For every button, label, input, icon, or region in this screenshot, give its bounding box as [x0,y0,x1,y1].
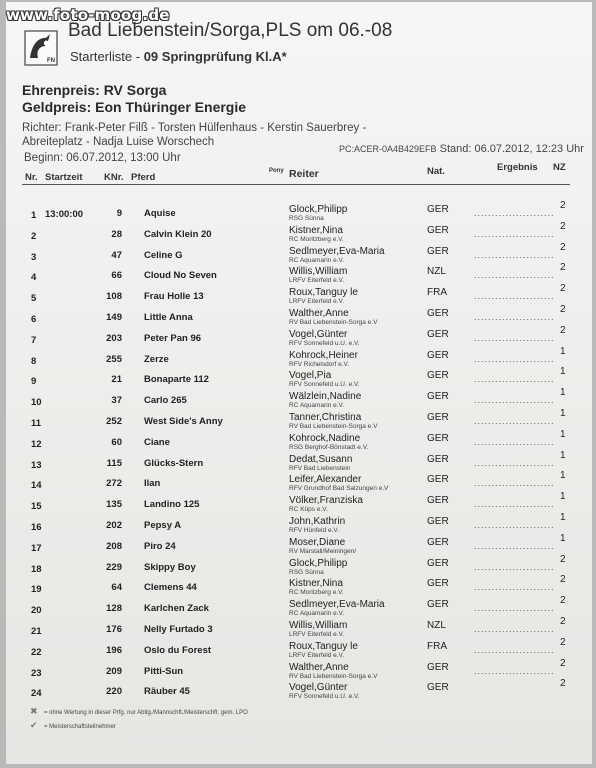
club-name: LRFV Eiterfeld e.V. [289,298,345,306]
club-name: RV Bad Liebenstein-Sorga e.V [289,672,378,680]
result-field: ....................... [474,249,555,260]
competition-name: 09 Springprüfung Kl.A* [143,49,287,64]
horse-name: Carlo 265 [144,395,187,407]
club-name: RC Aquamarin e.V. [289,256,345,264]
starter-table [0,200,596,703]
result-field: ....................... [474,374,555,385]
nz-value: 2 [560,283,566,295]
nationality: NZL [427,266,446,278]
nz-value: 1 [560,366,566,378]
club-name: RC Aquamarin e.V. [289,402,345,410]
nz-value: 1 [560,387,566,399]
club-name: RFV Sonnefeld u.U. e.V. [289,381,360,389]
horse-number: 203 [106,332,122,344]
result-field: ....................... [474,499,555,510]
club-name: LRFV Eiterfeld e.V. [289,277,345,285]
nationality: GER [427,453,449,465]
rider-name: Roux,Tanguy le [289,640,358,652]
nz-value: 2 [560,303,566,315]
horse-number: 115 [106,457,122,469]
table-row [0,324,596,350]
horse-name: Pitti-Sun [144,665,184,677]
result-field: ....................... [474,436,555,447]
table-row [0,574,596,599]
table-row [0,407,596,433]
horse-name: Little Anna [144,311,193,323]
table-row [0,636,596,662]
rider-name: Walther,Anne [289,307,349,319]
col-startzeit: Startzeit [45,172,83,183]
nationality: GER [427,328,449,340]
start-number: 9 [31,376,37,388]
horse-name: Clemens 44 [144,582,197,594]
legend-cross [30,706,248,717]
result-field: ....................... [474,332,555,343]
start-number: 5 [31,293,37,305]
horse-number: 66 [111,270,122,282]
result-field: ....................... [474,353,555,364]
table-row [0,387,596,412]
check-icon: ✔ [30,720,38,730]
start-number: 19 [31,584,42,596]
club-name: RV Bad Liebenstein-Sorga e.V [289,318,378,326]
start-number: 4 [31,272,37,284]
nationality: GER [427,536,449,548]
rider-name: Willis,William [289,619,348,631]
result-field: ....................... [474,270,555,281]
table-row [0,303,596,329]
table-row [0,511,596,537]
legend-cross-text: = ohne Wertung in dieser Prfg. nur Abtlg./Mannschft./Meisterschft. gem. LPO [44,710,248,716]
club-name: RFV Hünfeld e.V. [289,526,339,534]
horse-name: Karlchen Zack [144,603,209,615]
table-row [0,283,596,308]
result-field: ....................... [474,644,555,655]
horse-name: Frau Holle 13 [144,291,204,303]
horse-name: Skippy Boy [144,561,196,573]
horse-number: 208 [106,540,122,552]
horse-name: Landino 125 [144,499,200,511]
table-row [0,241,596,267]
rider-name: Tanner,Christina [289,411,362,423]
rider-name: Kistner,Nina [289,578,343,590]
club-name: RFV Bad Liebenstein [289,464,351,472]
table-row [0,470,596,495]
col-nr: Nr. [25,172,38,183]
nz-value: 1 [560,470,566,482]
legend-check-text: = Meisterschaftsteilnehmer [44,724,116,730]
horse-name: Oslo du Forest [144,644,212,656]
nz-value: 2 [560,657,566,669]
status-line [339,143,584,155]
nz-value: 1 [560,532,566,544]
result-field: ....................... [474,478,555,489]
begin-time: Beginn: 06.07.2012, 13:00 Uhr [24,152,181,164]
horse-name: Ilan [144,478,161,490]
legend-check [30,720,116,731]
nationality: GER [427,495,449,507]
club-name: RC Küps e.V. [289,506,328,514]
rider-name: Glock,Philipp [289,557,348,569]
start-time: 13:00:00 [45,209,84,220]
nationality: GER [427,245,449,257]
horse-name: Cloud No Seven [144,270,217,282]
club-name: RSG Berghof-Bönstadt e.V. [289,443,369,451]
result-field: ....................... [474,395,555,406]
rider-name: Kohrock,Nadine [289,432,361,444]
result-field: ....................... [474,582,555,593]
nz-value: 2 [560,553,566,565]
start-number: 6 [31,313,37,325]
club-name: RSG Sünna [289,568,324,576]
horse-number: 252 [106,415,122,427]
start-number: 23 [31,667,42,679]
nationality: NZL [427,619,446,631]
col-nat: Nat. [427,166,445,177]
club-name: RV Bad Liebenstein-Sorga e.V [289,422,378,430]
club-name: RC Moritzberg e.V. [289,235,344,243]
rider-name: Willis,William [289,266,348,278]
rider-name: Vogel,Günter [289,682,348,694]
club-name: RC Aquamarin e.V. [289,610,345,618]
horse-number: 209 [106,665,122,677]
start-number: 11 [31,417,42,429]
nationality: GER [427,682,449,694]
horse-number: 176 [106,623,122,635]
horse-number: 135 [106,499,122,511]
horse-number: 202 [106,519,122,531]
result-field: ....................... [474,603,555,614]
nz-value: 2 [560,200,566,211]
start-number: 15 [31,501,42,513]
horse-number: 21 [111,374,122,386]
start-number: 13 [31,459,42,471]
table-row [0,366,596,391]
start-number: 8 [31,355,37,367]
nationality: FRA [427,287,447,299]
table-row [0,449,596,475]
result-field: ....................... [474,519,555,530]
nationality: GER [427,370,449,382]
horse-number: 108 [106,291,122,303]
rider-name: Leifer,Alexander [289,474,362,486]
horse-name: Calvin Klein 20 [144,228,212,240]
result-field: ....................... [474,623,555,634]
start-number: 12 [31,438,42,450]
rider-name: Wälzlein,Nadine [289,391,362,403]
horse-number: 229 [106,561,122,573]
table-row [0,657,596,683]
horse-number: 64 [111,582,122,594]
pc-id: PC:ACER-0A4B429EFB [339,144,437,154]
nz-value: 2 [560,574,566,586]
nz-value: 2 [560,595,566,607]
club-name: LRFV Eiterfeld e.V. [289,630,345,638]
nz-value: 2 [560,636,566,648]
rider-name: Vogel,Pia [289,370,332,382]
nationality: GER [427,515,449,527]
nz-value: 2 [560,220,566,232]
club-name: LRFV Eiterfeld e.V. [289,651,345,659]
cross-icon: ✖ [30,706,38,716]
nationality: GER [427,599,449,611]
nationality: GER [427,661,449,673]
start-number: 24 [31,688,42,700]
horse-name: Peter Pan 96 [144,332,202,344]
start-number: 1 [31,210,37,221]
start-number: 10 [31,397,42,409]
judges [22,121,366,149]
start-number: 2 [31,230,37,242]
start-number: 21 [31,625,42,637]
watermark: www.foto-moog.de [6,6,170,24]
horse-number: 272 [106,478,122,490]
honor-prize: Ehrenpreis: RV Sorga [22,82,167,98]
horse-name: Räuber 45 [144,686,190,698]
horse-number: 149 [106,311,122,323]
nz-value: 2 [560,678,566,690]
rider-name: Dedat,Susann [289,453,353,465]
horse-number: 28 [111,228,122,240]
horse-name: Glücks-Stern [144,457,204,469]
table-row [0,220,596,246]
rider-name: Kohrock,Heiner [289,349,358,361]
result-field: ....................... [474,561,555,572]
stand-time: Stand: 06.07.2012, 12:23 Uhr [439,143,584,155]
header-divider [22,184,570,185]
table-row [0,595,596,620]
horse-name: Bonaparte 112 [144,374,209,386]
rider-name: John,Kathrin [289,515,346,527]
nz-value: 2 [560,615,566,627]
nationality: GER [427,578,449,590]
table-row [0,345,596,371]
nz-value: 2 [560,262,566,274]
rider-name: Glock,Philipp [289,204,348,215]
horse-name: Celine G [144,249,183,261]
rider-name: Moser,Diane [289,536,346,548]
horse-number: 9 [116,208,122,219]
nationality: GER [427,432,449,444]
event-title: Bad Liebenstein/Sorga,PLS om 06.-08 [68,20,393,41]
horse-number: 128 [106,603,122,615]
table-row [0,428,596,454]
start-number: 22 [31,646,42,658]
nz-value: 2 [560,241,566,253]
start-number: 7 [31,334,37,346]
start-number: 3 [31,251,37,263]
nationality: GER [427,474,449,486]
col-nz: NZ [553,162,566,173]
start-number: 16 [31,521,42,533]
horse-number: 255 [106,353,122,365]
nz-value: 1 [560,407,566,419]
nz-value: 2 [560,324,566,336]
nationality: GER [427,391,449,403]
table-row [0,678,596,703]
table-row [0,553,596,579]
result-field: ....................... [474,291,555,302]
nationality: GER [427,557,449,569]
nationality: GER [427,307,449,319]
rider-name: Völker,Franziska [289,495,363,507]
table-row [0,615,596,641]
rider-name: Sedlmeyer,Eva-Maria [289,245,385,257]
table-row [0,262,596,287]
col-knr: KNr. [104,172,124,183]
starter-label: Starterliste - [70,49,141,64]
horse-number: 196 [106,644,122,656]
club-name: RV Marstall/Meiningen/ [289,547,357,555]
club-name: RFV Sonnefeld u.U. e.V. [289,339,360,347]
judges-line-1: Richter: Frank-Peter Filß - Torsten Hülfenhaus - Kerstin Sauerbrey - [22,122,367,134]
col-reiter: Reiter [289,168,319,180]
nz-value: 1 [560,511,566,523]
table-row [0,200,596,225]
rider-name: Kistner,Nina [289,224,343,236]
table-row [0,491,596,516]
money-prize: Geldpreis: Eon Thüringer Energie [22,99,247,115]
club-name: RFV Sonnefeld u.U. e.V. [289,693,360,701]
nationality: GER [427,224,449,236]
horse-name: West Side's Anny [144,415,223,427]
start-number: 20 [31,605,42,617]
nationality: GER [427,411,449,423]
logo-text: FN [47,58,55,64]
horse-name: Piro 24 [144,540,176,552]
col-ergebnis: Ergebnis [497,162,538,173]
nz-value: 1 [560,491,566,503]
rider-name: Roux,Tanguy le [289,287,358,299]
rider-name: Vogel,Günter [289,328,348,340]
start-number: 14 [31,480,42,492]
club-name: RFV Richelsdorf e.V. [289,360,350,368]
horse-number: 60 [111,436,122,448]
horse-number: 47 [111,249,122,261]
result-field: ....................... [474,665,555,676]
fn-logo [24,30,58,66]
table-row [0,532,596,558]
start-number: 17 [31,542,42,554]
result-field: ....................... [474,228,555,239]
horse-name: Zerze [144,353,169,365]
nz-value: 1 [560,449,566,461]
club-name: RFV Grundhof Bad Salzungen e.V [289,485,389,493]
nz-value: 1 [560,345,566,357]
col-pony: Pony [269,168,284,174]
rider-name: Sedlmeyer,Eva-Maria [289,599,385,611]
result-field: ....................... [474,311,555,322]
horse-name: Pepsy A [144,519,182,531]
judges-line-2: Abreiteplatz - Nadja Luise Worschech [22,136,215,148]
result-field: ....................... [474,540,555,551]
nationality: FRA [427,640,447,652]
horse-number: 37 [111,395,122,407]
result-field: ....................... [474,457,555,468]
starter-line [70,49,287,64]
horse-number: 220 [106,686,122,698]
horse-name: Ciane [144,436,170,448]
horse-name: Aquise [144,208,176,219]
nationality: GER [427,349,449,361]
horse-name: Nelly Furtado 3 [144,623,213,635]
nz-value: 1 [560,428,566,440]
col-pferd: Pferd [131,172,156,183]
club-name: RC Moritzberg e.V. [289,589,344,597]
nationality: GER [427,204,449,215]
rider-name: Walther,Anne [289,661,349,673]
start-number: 18 [31,563,42,575]
result-field: ....................... [474,415,555,426]
club-name: RSG Sünna [289,215,324,222]
result-field: ....................... [474,208,555,218]
